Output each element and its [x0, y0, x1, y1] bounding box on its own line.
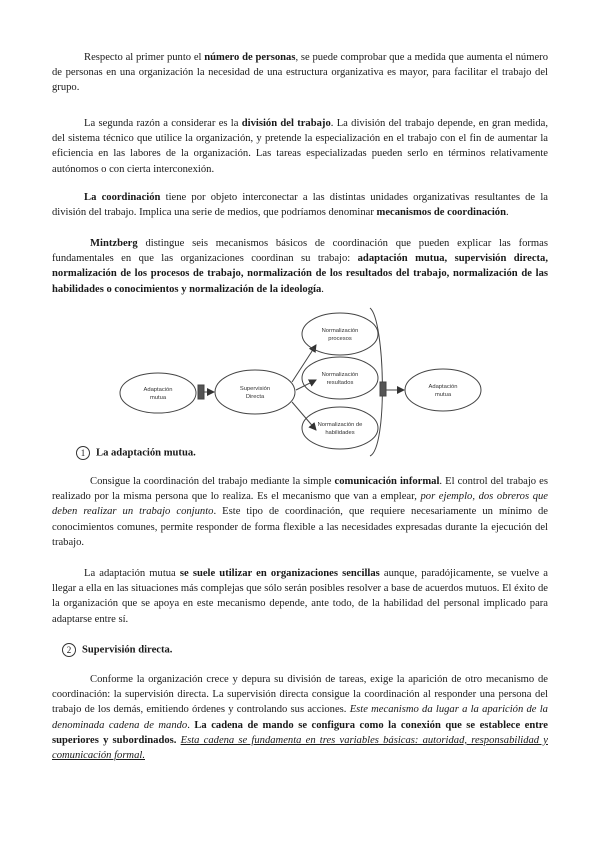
- node-top-line1: Normalización: [321, 328, 359, 334]
- section-heading-supervision-directa: [62, 643, 172, 657]
- paragraph-mintzberg: Mintzberg distingue seis mecanismos básicos de coordinación que pueden explicar las formas fundamentales en que las organizaciones coordinan su trabajo: adaptación mutua, supervisión directa, normalización de los procesos de trabajo, normalización de los resultados del trabajo, normalización de las habilidades o conocimientos y normalización de la ideología.: [52, 238, 549, 295]
- node-middle-line1: Normalización: [321, 372, 359, 378]
- paragraph-adaptacion-utilizacion: La adaptación mutua se suele utilizar en organizaciones sencillas aunque, paradójicamente, se vuelve a llegar a ella en las situaciones más complejas que sólo serán posibles resolver a base de acuerdos mutuos. El éxito de la organización que se apoya en este mecanismo depende, ante todo, de la habilidad del personal implicado para adaptarse entre sí.: [52, 568, 548, 625]
- node-right-line1: Adaptación: [428, 384, 458, 390]
- arrow-center-to-middle: [296, 380, 316, 390]
- node-bottom-line2: habilidades: [325, 430, 355, 436]
- node-left-line2: mutua: [149, 395, 167, 401]
- section-title: La adaptación mutua.: [96, 447, 196, 459]
- node-adaptacion-mutua-right: [405, 369, 481, 411]
- node-supervision-directa: [215, 370, 295, 414]
- paragraph-supervision: Conforme la organización crece y depura su división de tareas, exige la aparición de otro mecanismo de coordinación: la supervisión directa. La supervisión directa consigue la coordinación al responder una persona del trabajo de los demás, emitiendo órdenes y controlando sus acciones. Este mecanismo da lugar a la aparición de la denominada cadena de mando. La cadena de mando se configura como la conexión que se establece entre superiores y subordinados. Esta cadena se fundamenta en tres variables básicas: autoridad, responsabilidad y comunicación formal.: [52, 674, 548, 762]
- node-left-line1: Adaptación: [143, 387, 173, 393]
- node-top-line2: procesos: [328, 336, 352, 342]
- node-center-line1: Supervisión: [239, 386, 271, 392]
- node-middle-line2: resultados: [326, 380, 354, 386]
- node-center-line2: Directa: [245, 394, 265, 400]
- paragraph-adaptacion-consigue: Consigue la coordinación del trabajo mediante la simple comunicación informal. El control del trabajo es realizado por la misma persona que lo realiza. Es el mecanismo que van a emplear, por ejemplo, dos obreros que deben realizar un trabajo conjunto. Este tipo de coordinación, que requiere necesariamente un mínimo de conocimientos comunes, permite responder de forma flexible a las necesidades expresadas durante la ejecución del trabajo.: [52, 476, 548, 548]
- node-normalizacion-resultados: [302, 357, 378, 399]
- arrow-center-to-bottom: [292, 402, 316, 430]
- connector-square-right: [380, 382, 386, 396]
- node-adaptacion-mutua-left: [120, 373, 196, 413]
- section-title: Supervisión directa.: [82, 644, 173, 656]
- paragraph-numero-personas: Respecto al primer punto el número de personas, se puede comprobar que a medida que aumenta el número de personas en una organización la necesidad de una estructura organizativa es mayor, para facilitar el trabajo del grupo.: [52, 52, 548, 94]
- section-number-badge: 1: [76, 446, 90, 460]
- node-right-line2: mutua: [434, 392, 452, 398]
- connector-square-left: [198, 385, 204, 399]
- section-number-badge: 2: [62, 643, 76, 657]
- node-normalizacion-habilidades: [302, 407, 378, 449]
- node-normalizacion-procesos: [302, 313, 378, 355]
- node-bottom-line1: Normalización de: [317, 422, 363, 428]
- paragraph-coordinacion: La coordinación tiene por objeto interconectar a las distintas unidades organizativas resultantes de la división del trabajo. Implica una serie de medios, que podríamos denominar mecanismos de coordinación.: [52, 192, 548, 219]
- section-heading-adaptacion-mutua: [76, 446, 196, 460]
- paragraph-division-trabajo: La segunda razón a considerar es la división del trabajo. La división del trabajo depende, en gran medida, del sistema técnico que utilice la organización, y pretende la especialización en el trabajo con el fin de aumentar la eficiencia en las labores de la organización. Las tareas especializadas pueden serlo en términos relativamente autónomos o con cierta interconexión.: [52, 118, 548, 175]
